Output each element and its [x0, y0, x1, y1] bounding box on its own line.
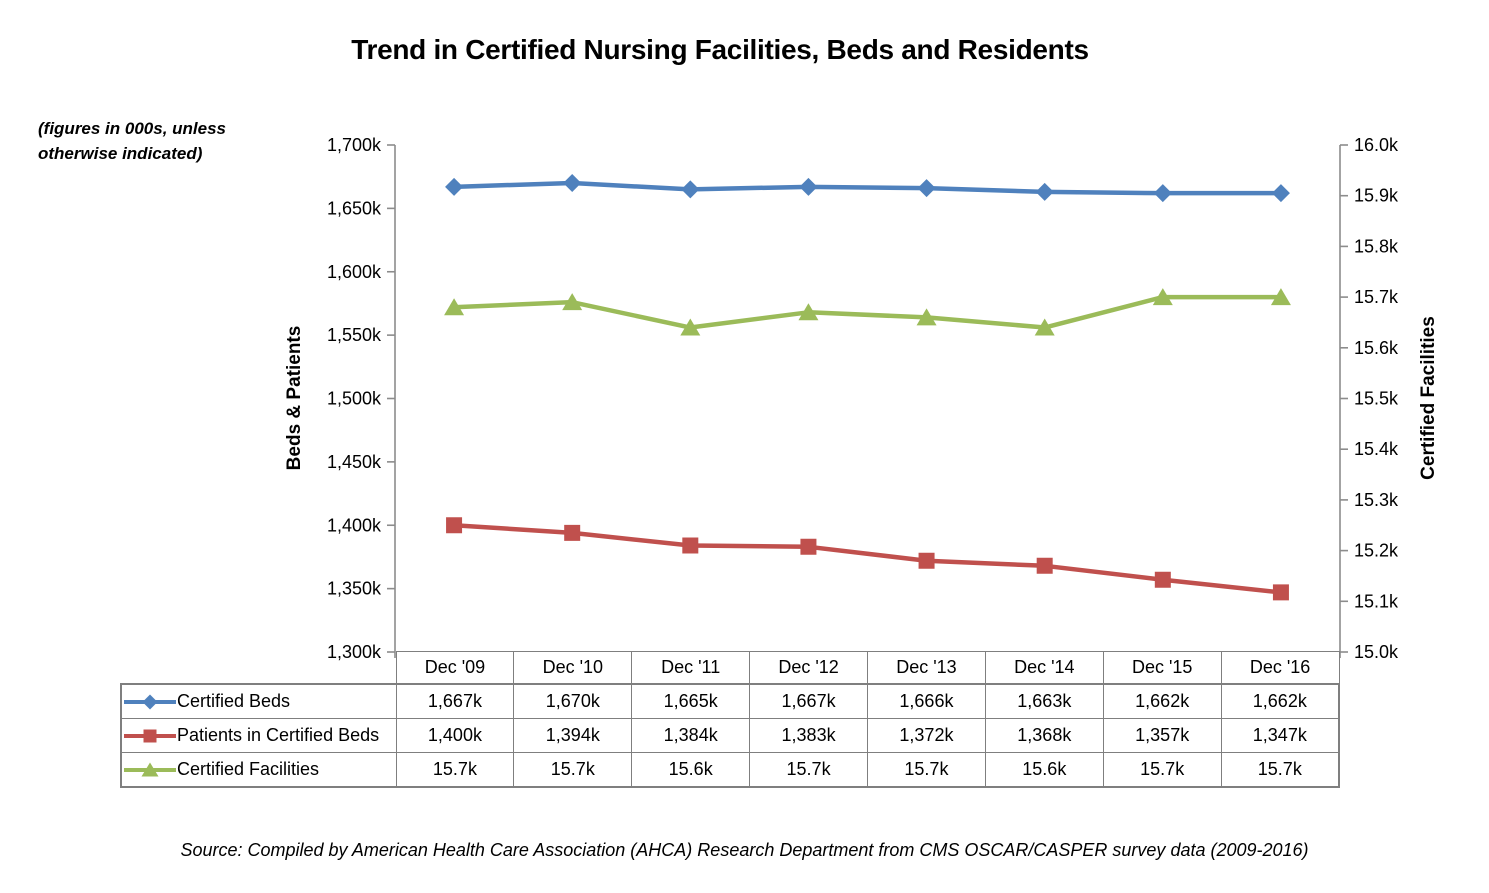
- page-title: Trend in Certified Nursing Facilities, Beds and Residents: [351, 34, 1089, 65]
- chart-data-table: [120, 651, 1340, 788]
- patients-in-certified-beds-marker-icon: [124, 727, 176, 745]
- legend-patients-in-certified-beds: [121, 719, 396, 753]
- right-axis-tick-label: 15.8k: [1354, 236, 1399, 257]
- certified-facilities-marker-icon: [124, 761, 176, 779]
- table-cell-patients-in-certified-beds-dec-10: 1,394k: [514, 719, 632, 753]
- legend-label-patients-in-certified-beds: Patients in Certified Beds: [177, 725, 380, 745]
- table-cell-certified-beds-dec-12: 1,667k: [750, 684, 868, 719]
- table-cell-patients-in-certified-beds-dec-16: 1,347k: [1221, 719, 1339, 753]
- right-axis-tick-label: 15.9k: [1354, 185, 1399, 206]
- table-cell-certified-beds-dec-14: 1,663k: [985, 684, 1103, 719]
- table-cell-certified-facilities-dec-16: 15.7k: [1221, 753, 1339, 788]
- year-header-dec-15: Dec '15: [1103, 652, 1221, 685]
- table-row-certified-facilities: [121, 753, 1339, 788]
- left-axis-tick-label: 1,400k: [326, 515, 381, 536]
- table-cell-patients-in-certified-beds-dec-15: 1,357k: [1103, 719, 1221, 753]
- source-note: Source: Compiled by American Health Care Association (AHCA) Research Department from CMS OSCAR/CASPER survey data (2009-2016): [180, 840, 1309, 860]
- data-point-patients-in-certified-beds-1: [564, 525, 580, 541]
- legend-certified-facilities: [121, 753, 396, 788]
- left-axis-tick-label: 1,300k: [326, 642, 381, 662]
- left-axis-tick-label: 1,700k: [326, 135, 381, 155]
- data-point-patients-in-certified-beds-6: [1155, 572, 1171, 588]
- table-cell-certified-beds-dec-09: 1,667k: [396, 684, 514, 719]
- table-cell-patients-in-certified-beds-dec-12: 1,383k: [750, 719, 868, 753]
- year-header-dec-12: Dec '12: [750, 652, 868, 685]
- table-cell-certified-beds-dec-10: 1,670k: [514, 684, 632, 719]
- table-cell-certified-beds-dec-15: 1,662k: [1103, 684, 1221, 719]
- data-point-certified-beds-2: [681, 180, 699, 198]
- data-point-certified-beds-1: [563, 174, 581, 192]
- right-axis-tick-label: 15.2k: [1354, 540, 1399, 561]
- table-cell-certified-facilities-dec-11: 15.6k: [632, 753, 750, 788]
- year-header-dec-10: Dec '10: [514, 652, 632, 685]
- table-header-row: [121, 652, 1339, 685]
- year-header-dec-11: Dec '11: [632, 652, 750, 685]
- table-cell-certified-facilities-dec-13: 15.7k: [868, 753, 986, 788]
- data-point-certified-beds-6: [1154, 184, 1172, 202]
- data-point-certified-beds-4: [918, 179, 936, 197]
- left-axis-tick-label: 1,450k: [326, 451, 381, 472]
- legend-certified-beds: [121, 684, 396, 719]
- right-axis-tick-label: 15.3k: [1354, 489, 1399, 510]
- data-point-patients-in-certified-beds-5: [1037, 558, 1053, 574]
- left-axis-tick-label: 1,350k: [326, 578, 381, 599]
- table-cell-certified-facilities-dec-12: 15.7k: [750, 753, 868, 788]
- table-cell-patients-in-certified-beds-dec-11: 1,384k: [632, 719, 750, 753]
- data-point-certified-beds-3: [799, 178, 817, 196]
- table-corner-spacer: [121, 652, 396, 685]
- data-point-patients-in-certified-beds-7: [1273, 584, 1289, 600]
- right-axis-tick-label: 15.7k: [1354, 287, 1399, 308]
- certified-beds-marker-icon: [124, 693, 176, 711]
- right-axis-tick-label: 15.5k: [1354, 388, 1399, 409]
- left-axis-tick-label: 1,600k: [326, 261, 381, 282]
- table-cell-certified-facilities-dec-14: 15.6k: [985, 753, 1103, 788]
- right-axis-title: Certified Facilities: [1418, 316, 1439, 480]
- right-axis-tick-label: 16.0k: [1354, 135, 1399, 155]
- data-point-patients-in-certified-beds-0: [446, 517, 462, 533]
- data-point-patients-in-certified-beds-3: [800, 539, 816, 555]
- left-axis-tick-label: 1,500k: [326, 388, 381, 409]
- data-point-certified-beds-5: [1036, 183, 1054, 201]
- legend-label-certified-beds: Certified Beds: [177, 691, 291, 711]
- table-cell-certified-beds-dec-16: 1,662k: [1221, 684, 1339, 719]
- table-cell-patients-in-certified-beds-dec-09: 1,400k: [396, 719, 514, 753]
- units-note-line2: otherwise indicated): [38, 144, 203, 163]
- data-point-patients-in-certified-beds-4: [919, 553, 935, 569]
- table-cell-certified-facilities-dec-10: 15.7k: [514, 753, 632, 788]
- left-axis-title: Beds & Patients: [284, 325, 305, 471]
- right-axis-tick-label: 15.1k: [1354, 591, 1399, 612]
- data-point-patients-in-certified-beds-2: [682, 538, 698, 554]
- year-header-dec-09: Dec '09: [396, 652, 514, 685]
- left-axis-tick-label: 1,550k: [326, 325, 381, 346]
- left-axis-tick-label: 1,650k: [326, 198, 381, 219]
- table-cell-certified-facilities-dec-09: 15.7k: [396, 753, 514, 788]
- table-cell-certified-beds-dec-11: 1,665k: [632, 684, 750, 719]
- legend-label-certified-facilities: Certified Facilities: [177, 759, 320, 779]
- units-note-line1: (figures in 000s, unless: [38, 119, 227, 138]
- table-row-certified-beds: [121, 684, 1339, 719]
- data-point-certified-beds-0: [445, 178, 463, 196]
- table-cell-certified-facilities-dec-15: 15.7k: [1103, 753, 1221, 788]
- table-cell-patients-in-certified-beds-dec-14: 1,368k: [985, 719, 1103, 753]
- table-row-patients-in-certified-beds: [121, 719, 1339, 753]
- right-axis-tick-label: 15.0k: [1354, 642, 1399, 662]
- table-cell-certified-beds-dec-13: 1,666k: [868, 684, 986, 719]
- right-axis-tick-label: 15.6k: [1354, 337, 1399, 358]
- table-body: [121, 684, 1339, 787]
- year-header-dec-14: Dec '14: [985, 652, 1103, 685]
- right-axis-tick-label: 15.4k: [1354, 439, 1399, 460]
- year-header-dec-16: Dec '16: [1221, 652, 1339, 685]
- year-header-dec-13: Dec '13: [868, 652, 986, 685]
- data-point-certified-beds-7: [1272, 184, 1290, 202]
- table-cell-patients-in-certified-beds-dec-13: 1,372k: [868, 719, 986, 753]
